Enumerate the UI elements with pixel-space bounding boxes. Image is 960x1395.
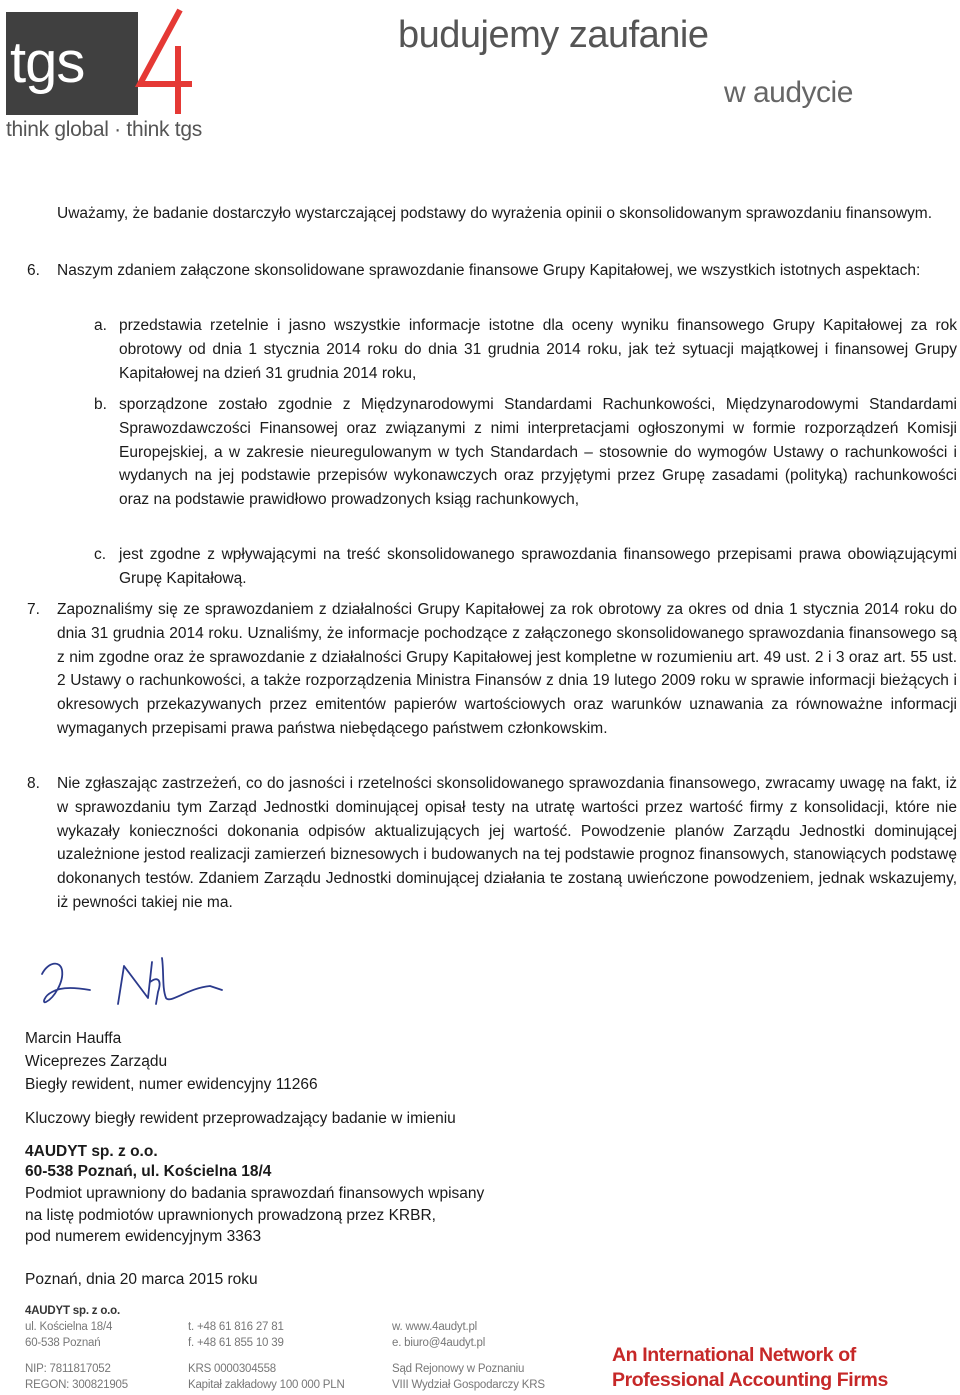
subitem-b-text: sporządzone zostało zgodnie z Międzynarodowymi Standardami Rachunkowości, Międzynarodowymi Standardami Sprawozdawczości Finansowej oraz związanymi z nimi interpretacjami ogłoszonymi w formie rozporządzeń Komisji Europejskiej, a w zakresie nieuregulowanym w tych Standardach – stosownie do wymogów Ustawy o rachunkowości i wydanych na jej podstawie przepisów wykonawczych oraz przyjętymi przez Grupę zasadami (polityką) rachunkowości oraz na podstawie prawidłowo prowadzonych ksiąg rachunkowych, — [119, 396, 957, 509]
entitled-line-3: pod numerem ewidencyjnym 3363 — [25, 1228, 262, 1245]
logo-text: tgs — [10, 30, 85, 95]
footer-street: ul. Kościelna 18/4 — [25, 1321, 113, 1333]
footer-city: 60-538 Poznań — [25, 1337, 101, 1349]
footer-capital: Kapitał zakładowy 100 000 PLN — [188, 1379, 345, 1391]
subitem-letter: a. — [94, 317, 107, 334]
subitem-letter: c. — [94, 546, 107, 563]
item-number: 8. — [27, 775, 40, 792]
intro-paragraph: Uważamy, że badanie dostarczyło wystarczającej podstawy do wyrażenia opinii o skonsolidowanym sprawozdaniu finansowym. — [57, 205, 933, 222]
footer-email[interactable]: e. biuro@4audyt.pl — [392, 1337, 486, 1349]
footer-court-1: Sąd Rejonowy w Poznaniu — [392, 1363, 525, 1375]
item-8-text: Nie zgłaszając zastrzeżeń, co do jasności i rzetelności skonsolidowanego sprawozdania finansowego, zwracamy uwagę na fakt, iż w sprawozdaniu tym Zarząd Jednostki dominującej opisał testy na utratę wartości przez wartość firmy z konsolidacji, które nie wykazały konieczności dokonania odpisów aktualizujących jej wartość. Powodzenie planów Zarządu Jednostki dominującej uzależnione jestod realizacji zamierzeń biznesowych i budowanych na tej podstawie prognoz finansowych, stanowiących podstawę dokonanych testów. Zdaniem Zarządu Jednostki dominującej działania te zostaną uwieńczone powodzeniem, jednak wskazujemy, iż pewności takiej nie ma. — [57, 775, 957, 911]
logo-box — [6, 12, 138, 115]
logo-tagline: think global · think tgs — [6, 118, 202, 141]
signatory-auditor-number: Biegły rewident, numer ewidencyjny 11266 — [25, 1076, 318, 1093]
firm-name: 4AUDYT sp. z o.o. — [25, 1143, 158, 1160]
footer-nip: NIP: 7811817052 — [25, 1363, 111, 1375]
network-tagline-1: An International Network of — [612, 1344, 856, 1366]
key-auditor-note: Kluczowy biegły rewident przeprowadzający badanie w imieniu — [25, 1110, 456, 1127]
footer-web[interactable]: w. www.4audyt.pl — [392, 1321, 478, 1333]
signatory-role: Wiceprezes Zarządu — [25, 1053, 168, 1070]
header-slogan: budujemy zaufanie — [398, 14, 709, 56]
handwritten-signature — [38, 952, 228, 1022]
logo-four-mark — [134, 6, 196, 118]
footer-phone: t. +48 61 816 27 81 — [188, 1321, 284, 1333]
subitem-letter: b. — [94, 396, 107, 413]
subitem-a-text: przedstawia rzetelnie i jasno wszystkie informacje istotne dla oceny wyniku finansowego Grupy Kapitałowej za rok obrotowy od dnia 1 stycznia 2014 roku do dnia 31 grudnia 2014 roku, jak też sytuacji majątkowej i finansowej Grupy Kapitałowej na dzień 31 grudnia 2014 roku, — [119, 317, 957, 382]
firm-address: 60-538 Poznań, ul. Kościelna 18/4 — [25, 1163, 272, 1180]
footer-company: 4AUDYT sp. z o.o. — [25, 1305, 120, 1317]
entitled-line-2: na listę podmiotów uprawnionych prowadzoną przez KRBR, — [25, 1207, 436, 1224]
footer-fax: f. +48 61 855 10 39 — [188, 1337, 284, 1349]
item-6-text: Naszym zdaniem załączone skonsolidowane sprawozdanie finansowe Grupy Kapitałowej, we wszystkich istotnych aspektach: — [57, 262, 921, 279]
network-tagline-2: Professional Accounting Firms — [612, 1369, 888, 1391]
footer-krs: KRS 0000304558 — [188, 1363, 276, 1375]
header-slogan-sub: w audycie — [724, 76, 853, 109]
item-number: 7. — [27, 601, 40, 618]
subitem-c-text: jest zgodne z wpływającymi na treść skonsolidowanego sprawozdania finansowego przepisami prawa obowiązującymi Grupę Kapitałową. — [119, 546, 957, 587]
item-7-text: Zapoznaliśmy się ze sprawozdaniem z działalności Grupy Kapitałowej za rok obrotowy za okres od dnia 1 stycznia 2014 roku do dnia 31 grudnia 2014 roku. Uznaliśmy, że informacje pochodzące z załączonego skonsolidowanego sprawozdania finansowego są z nim zgodne oraz że sprawozdanie z działalności Grupy Kapitałowej jest kompletne w rozumieniu art. 49 ust. 2 i 3 oraz art. 55 ust. 2 Ustawy o rachunkowości, a także rozporządzenia Ministra Finansów z dnia 19 lutego 2009 roku w sprawie informacji bieżących i okresowych przekazywanych przez emitentów papierów wartościowych oraz warunków uznawania za równoważne informacji wymaganych przepisami prawa państwa niebędącego państwem członkowskim. — [57, 601, 957, 737]
place-date: Poznań, dnia 20 marca 2015 roku — [25, 1271, 258, 1288]
footer-court-2: VIII Wydział Gospodarczy KRS — [392, 1379, 545, 1391]
footer-regon: REGON: 300821905 — [25, 1379, 128, 1391]
entitled-line-1: Podmiot uprawniony do badania sprawozdań finansowych wpisany — [25, 1185, 485, 1202]
item-number: 6. — [27, 262, 40, 279]
tgs4-logo — [6, 12, 202, 142]
signatory-name: Marcin Hauffa — [25, 1030, 122, 1047]
